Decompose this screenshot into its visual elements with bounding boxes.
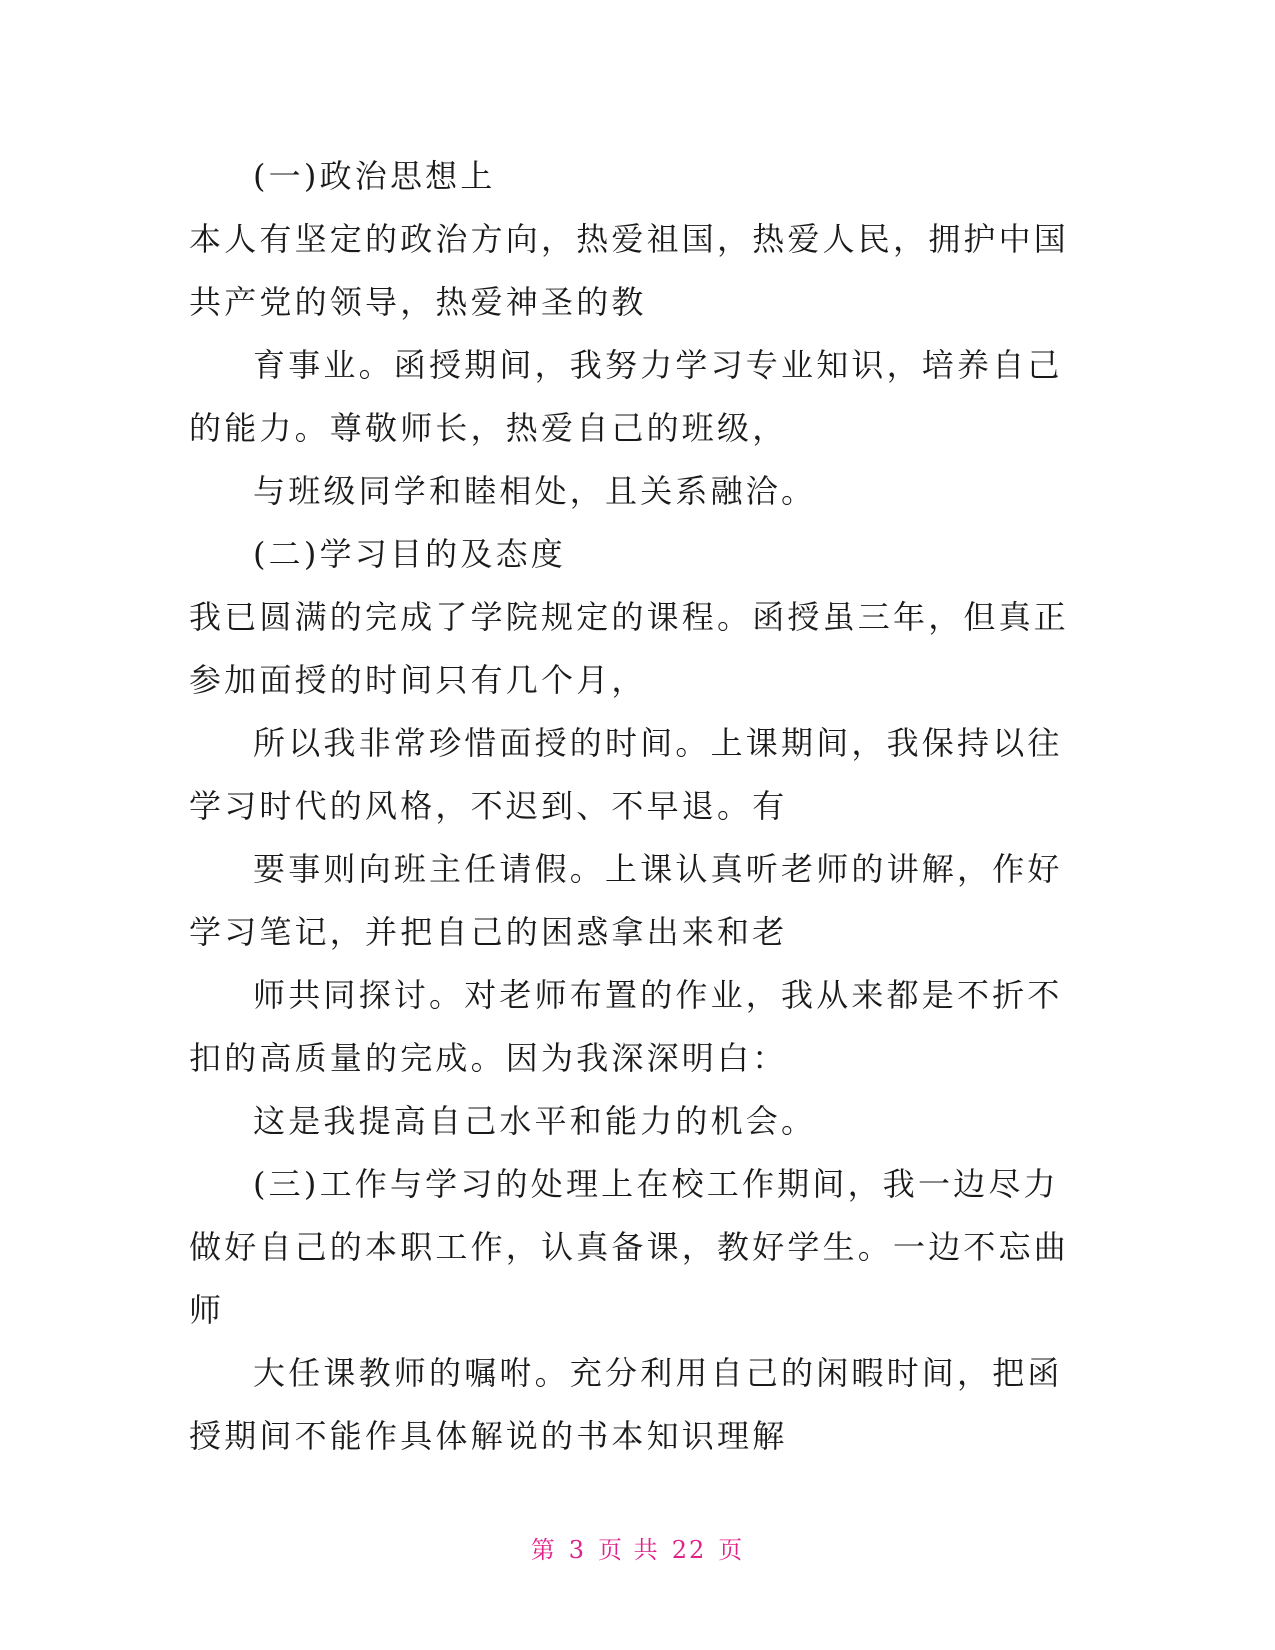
page-number-footer [0,1530,1275,1565]
page-label-prefix: 第 [530,1536,557,1564]
paragraph-1: (一)政治思想上 [253,157,496,195]
paragraph-10: 这是我提高自己水平和能力的机会。 [253,1102,817,1140]
paragraph-12: 大任课教师的嘱咐。充分利用自己的闲暇时间，把函授期间不能作具体解说的书本知识理解 [189,1354,1063,1455]
current-page-number: 3 [568,1536,587,1564]
paragraph-7: 所以我非常珍惜面授的时间。上课期间，我保持以往学习时代的风格，不迟到、不早退。有 [189,724,1063,825]
paragraph-9: 师共同探讨。对老师布置的作业，我从来都是不折不扣的高质量的完成。因为我深深明白： [189,976,1063,1077]
paragraph-3: 育事业。函授期间，我努力学习专业知识，培养自己的能力。尊敬师长，热爱自己的班级， [189,346,1063,447]
paragraph-6: 我已圆满的完成了学院规定的课程。函授虽三年，但真正参加面授的时间只有几个月， [189,598,1070,699]
paragraph-8: 要事则向班主任请假。上课认真听老师的讲解，作好学习笔记，并把自己的困惑拿出来和老 [189,850,1063,951]
paragraph-5: (二)学习目的及态度 [253,535,566,573]
paragraph-4: 与班级同学和睦相处，且关系融洽。 [253,472,817,510]
total-pages-number: 22 [671,1536,707,1564]
document-body [189,145,1079,1468]
paragraph-11: (三)工作与学习的处理上在校工作期间，我一边尽力做好自己的本职工作，认真备课，教好学生。一边不忘曲师 [189,1165,1070,1329]
page-label-mid: 页 共 [598,1536,660,1564]
paragraph-2: 本人有坚定的政治方向，热爱祖国，热爱人民，拥护中国共产党的领导，热爱神圣的教 [189,220,1070,321]
page-label-suffix: 页 [718,1536,745,1564]
